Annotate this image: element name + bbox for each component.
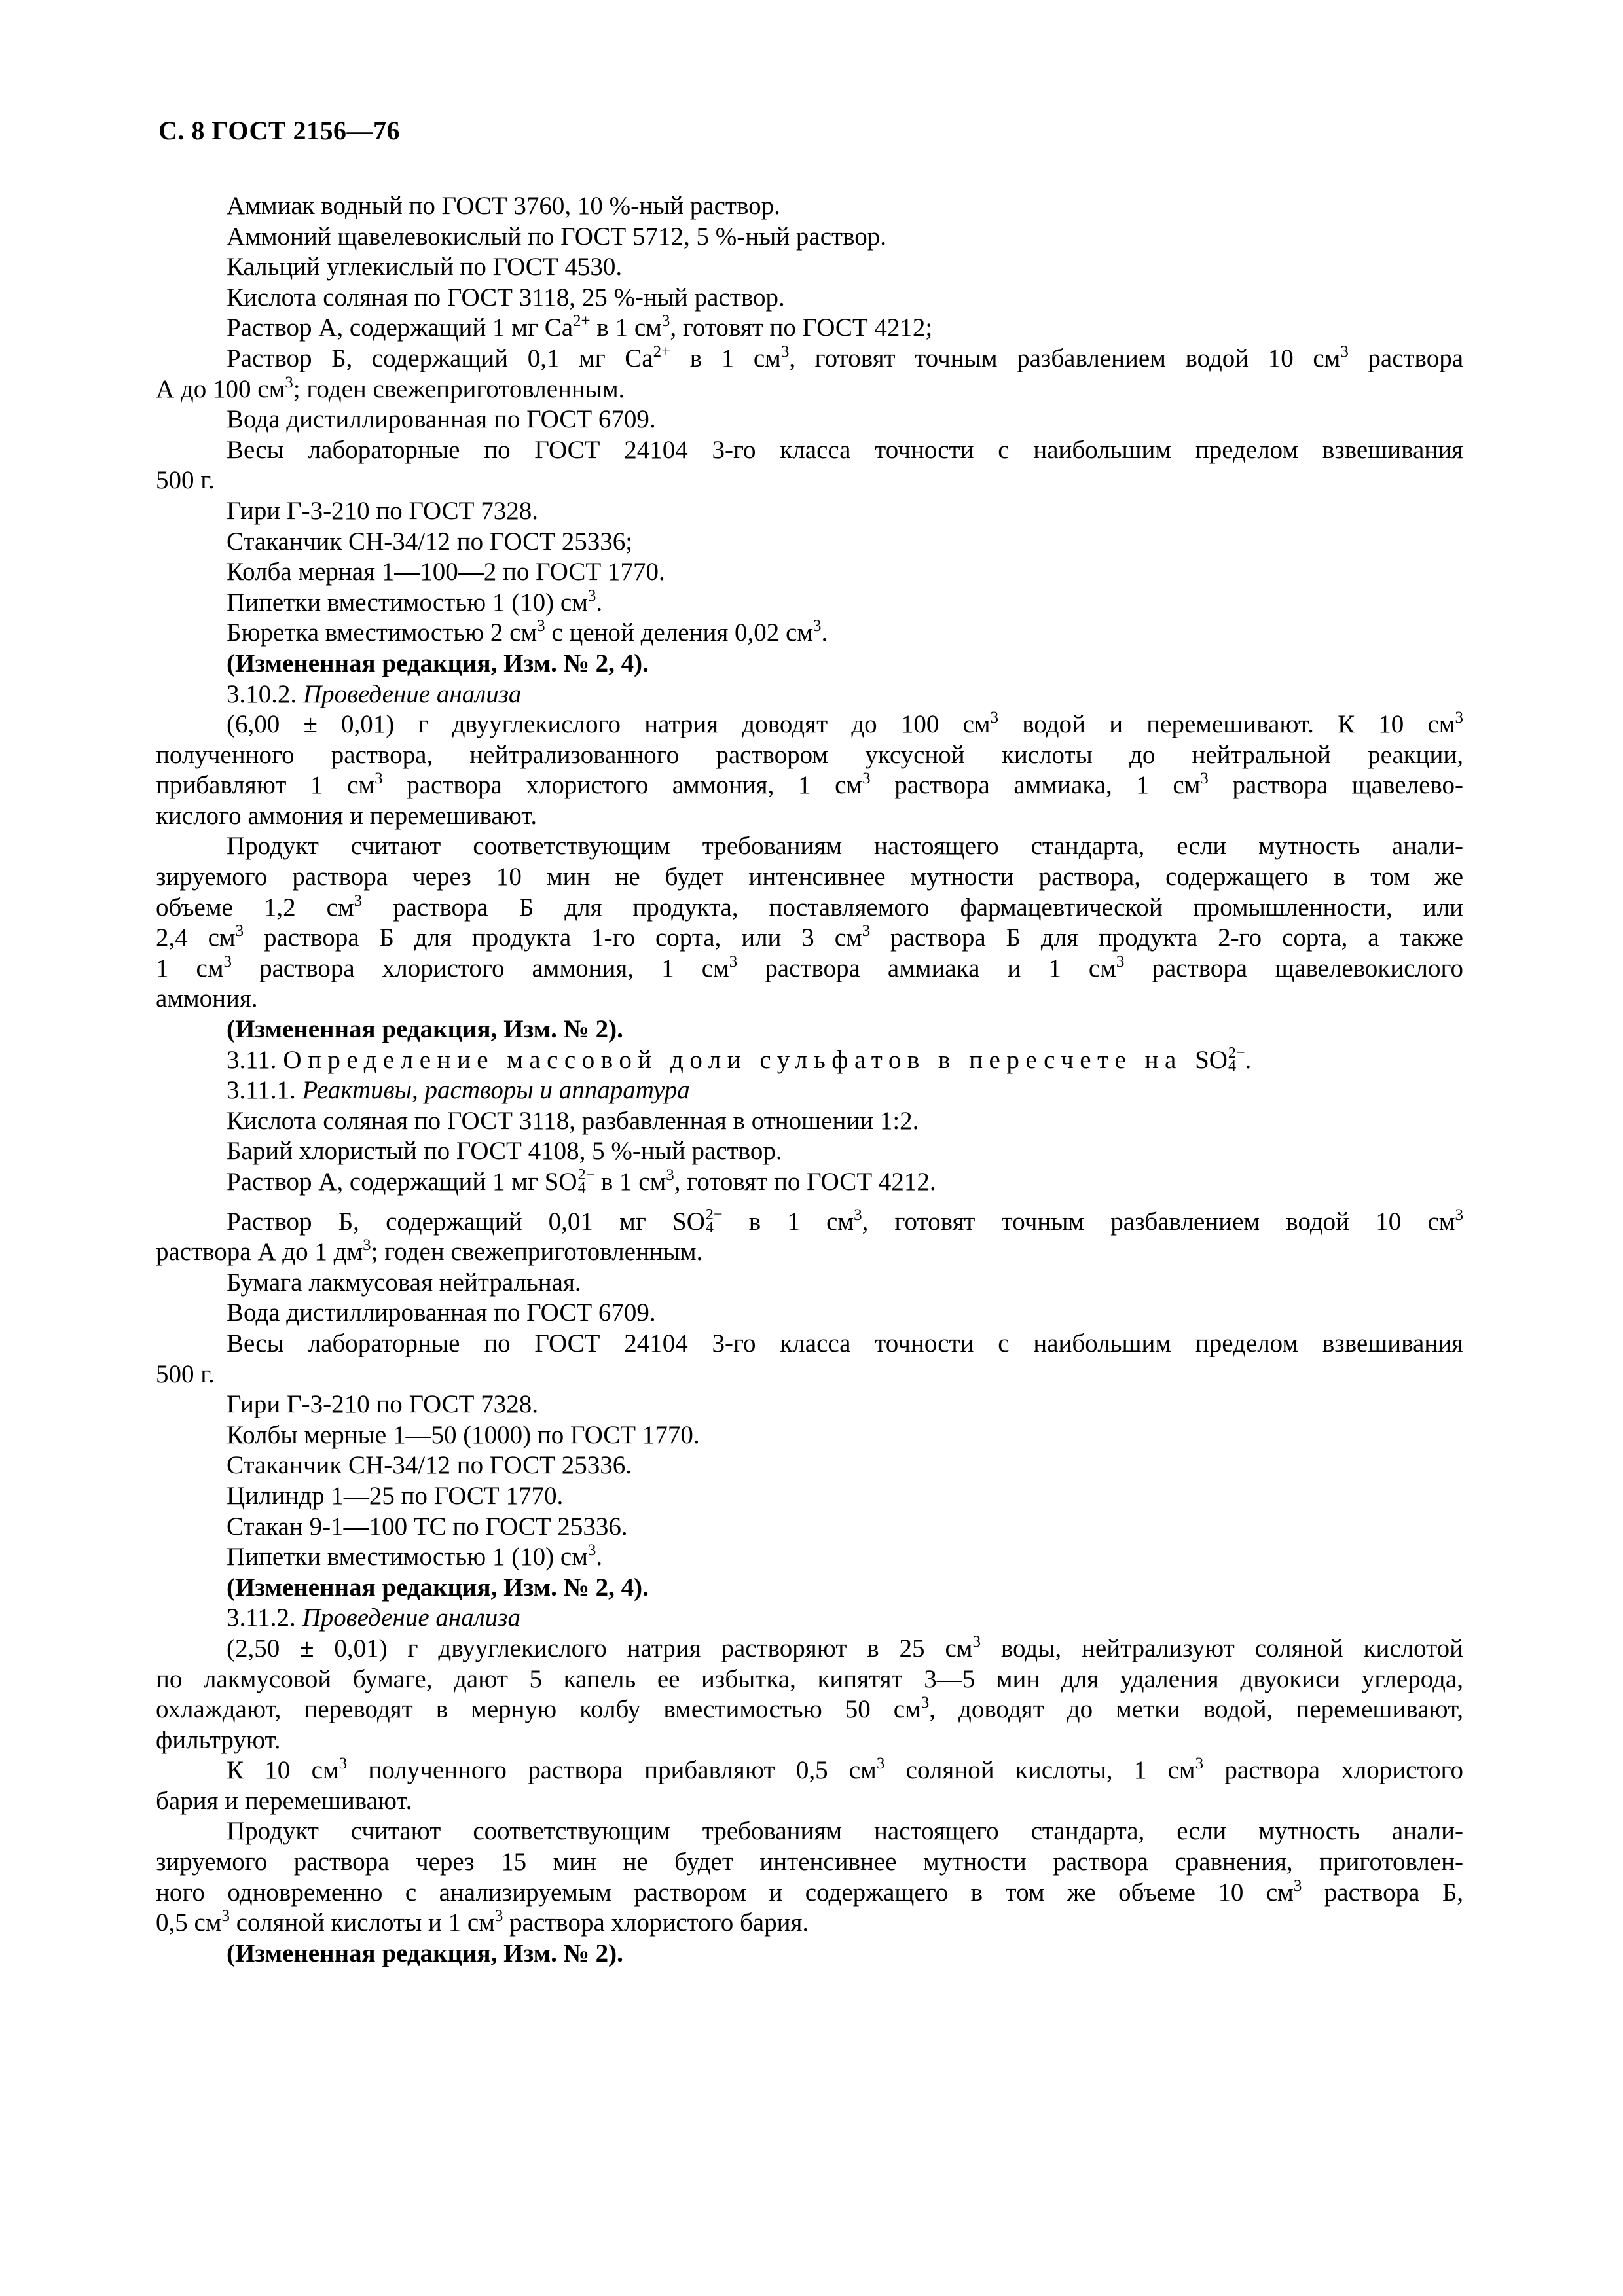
text-line: Пипетки вместимостью 1 (10) $см^3$. xyxy=(227,586,603,617)
text-line: Аммоний щавелевокислый по ГОСТ 5712, 5 %-ный раствор. xyxy=(227,222,886,251)
text-line: Колба мерная 1—100—2 по ГОСТ 1770. xyxy=(227,558,665,586)
text-line: Продукт считают соответствующим требованиям настоящего стандарта, если мутность анали- xyxy=(227,1817,1463,1846)
text-line: кислого аммония и перемешивают. xyxy=(156,801,538,830)
section-heading: 3.11. Определение массовой доли сульфатов в пересчете на SO 2− 4 . xyxy=(227,1044,1252,1075)
text-line: Кальций углекислый по ГОСТ 4530. xyxy=(227,253,623,281)
text-line: Раствор Б, содержащий 0,01 мг SO 2− 4 в 1 $см^3$, готовят точным разбавлением водой 10 $см^3$ xyxy=(227,1206,1463,1236)
text-line: 1 $см^3$ раствора хлористого аммония, 1 $см^3$ раствора аммиака и 1 $см^3$ раствора щавелевокислого xyxy=(156,952,1464,982)
text-line: Весы лабораторные по ГОСТ 24104 3-го класса точности с наибольшим пределом взвешивания xyxy=(227,1329,1463,1357)
section-3-10-reagents xyxy=(156,191,1463,1969)
text-line: (2,50 ± 0,01) г двууглекислого натрия растворяют в 25 $см^3$ воды, нейтрализуют соляной кислотой xyxy=(227,1632,1463,1662)
text-line: Бюретка вместимостью 2 $см^3$ с ценой деления 0,02 $см^3$. xyxy=(227,617,828,647)
text-line: полученного раствора, нейтрализованного раствором уксусной кислоты до нейтральной реакции, xyxy=(156,740,1463,769)
subsection-heading: 3.11.2. Проведение анализа xyxy=(227,1604,520,1632)
text-line: зируемого раствора через 10 мин не будет интенсивнее мутности раствора, содержащего в том же xyxy=(156,863,1463,891)
text-line: ного одновременно с анализируемым раствором и содержащего в том же объеме 10 $см^3$ раствора Б, xyxy=(156,1876,1463,1907)
text-line: 0,5 $см^3$ соляной кислоты и 1 $см^3$ раствора хлористого бария. xyxy=(156,1907,809,1937)
text-line: Барий хлористый по ГОСТ 4108, 5 %-ный раствор. xyxy=(227,1137,782,1166)
subsection-heading: 3.10.2. Проведение анализа xyxy=(227,679,522,708)
text-line: Стаканчик СН-34/12 по ГОСТ 25336; xyxy=(227,527,633,556)
text-line: Вода дистиллированная по ГОСТ 6709. xyxy=(227,1299,656,1327)
text-line: К 10 $см^3$ полученного раствора прибавляют 0,5 $см^3$ соляной кислоты, 1 $см^3$ раствора хлористого xyxy=(227,1755,1464,1785)
text-line: Раствор Б, содержащий 0,1 мг $Са^{2+}$ в 1 $см^3$, готовят точным разбавлением водой 10 $см^3$ раствора xyxy=(227,342,1463,372)
text-line: Стакан 9-1—100 ТС по ГОСТ 25336. xyxy=(227,1512,628,1541)
text-line: бария и перемешивают. xyxy=(156,1786,412,1815)
text-line: аммония. xyxy=(156,984,258,1013)
text-line: зируемого раствора через 15 мин не будет интенсивнее мутности раствора сравнения, приготовлен- xyxy=(156,1848,1463,1876)
text-line: Раствор А, содержащий 1 мг $Са^{2+}$ в 1 $см^3$, готовят по ГОСТ 4212; xyxy=(227,312,933,342)
text-line: прибавляют 1 $см^3$ раствора хлористого аммония, 1 $см^3$ раствора аммиака, 1 $см^3$ раствора щавелево- xyxy=(156,770,1464,800)
text-line: Раствор А, содержащий 1 мг SO 2− 4 в 1 $см^3$, готовят по ГОСТ 4212. xyxy=(227,1166,936,1197)
page-header: С. 8 ГОСТ 2156—76 xyxy=(158,116,401,145)
text-line: охлаждают, переводят в мерную колбу вместимостью 50 $см^3$, доводят до метки водой, перемешивают, xyxy=(156,1694,1464,1724)
text-line: Бумага лакмусовая нейтральная. xyxy=(227,1268,581,1297)
text-line: Вода дистиллированная по ГОСТ 6709. xyxy=(227,405,656,434)
text-line: 2,4 $см^3$ раствора Б для продукта 1-го сорта, или 3 $см^3$ раствора Б для продукта 2-го сорта, а также xyxy=(156,922,1463,952)
text-line: объеме 1,2 $см^3$ раствора Б для продукта, поставляемого фармацевтической промышленности, или xyxy=(156,891,1463,922)
text-line: А до 100 $см^3$; годен свежеприготовленным. xyxy=(156,373,625,403)
text-line: Цилиндр 1—25 по ГОСТ 1770. xyxy=(227,1481,564,1510)
text-line: (6,00 ± 0,01) г двууглекислого натрия доводят до 100 $см^3$ водой и перемешивают. К 10 $см^3$ xyxy=(227,709,1463,739)
text-line: Гири Г-3-210 по ГОСТ 7328. xyxy=(227,496,538,525)
amendment-note: (Измененная редакция, Изм. № 2). xyxy=(227,1015,623,1044)
amendment-note: (Измененная редакция, Изм. № 2, 4). xyxy=(227,649,649,677)
text-line: раствора А до 1 $дм^3$; годен свежеприготовленным. xyxy=(156,1236,703,1266)
text-line: Весы лабораторные по ГОСТ 24104 3-го класса точности с наибольшим пределом взвешивания xyxy=(227,435,1463,464)
text-line: Аммиак водный по ГОСТ 3760, 10 %-ный раствор. xyxy=(227,192,780,220)
text-line: Кислота соляная по ГОСТ 3118, 25 %-ный раствор. xyxy=(227,283,785,312)
text-line: 500 г. xyxy=(156,1359,215,1388)
amendment-note: (Измененная редакция, Изм. № 2, 4). xyxy=(227,1573,649,1602)
text-line: Кислота соляная по ГОСТ 3118, разбавленная в отношении 1:2. xyxy=(227,1106,919,1135)
text-line: по лакмусовой бумаге, дают 5 капель ее избытка, кипятят 3—5 мин для удаления двуокиси углерода, xyxy=(156,1664,1463,1693)
subsection-heading: 3.11.1. Реактивы, растворы и аппаратура xyxy=(227,1076,690,1105)
amendment-note: (Измененная редакция, Изм. № 2). xyxy=(227,1939,623,1967)
text-line: фильтруют. xyxy=(156,1725,281,1754)
text-line: Гири Г-3-210 по ГОСТ 7328. xyxy=(227,1390,538,1419)
text-line: Пипетки вместимостью 1 (10) $см^3$. xyxy=(227,1541,603,1571)
text-line: Продукт считают соответствующим требованиям настоящего стандарта, если мутность анали- xyxy=(227,832,1463,861)
text-line: 500 г. xyxy=(156,466,215,495)
text-line: Стаканчик СН-34/12 по ГОСТ 25336. xyxy=(227,1451,632,1480)
text-line: Колбы мерные 1—50 (1000) по ГОСТ 1770. xyxy=(227,1420,700,1449)
